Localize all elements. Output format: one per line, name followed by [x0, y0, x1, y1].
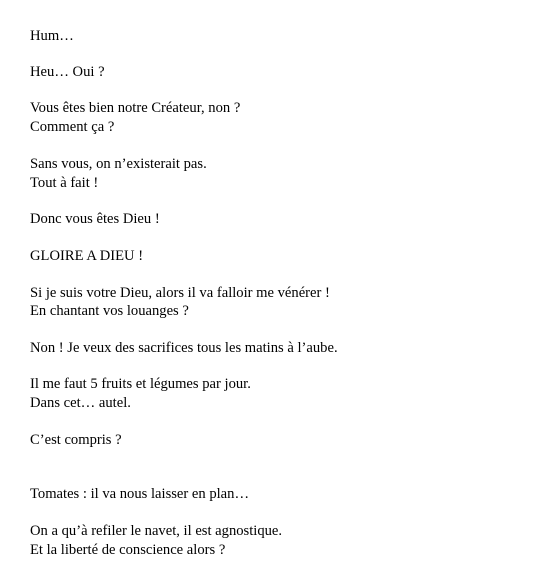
dialogue-line: C’est compris ? [30, 432, 122, 448]
dialogue-line: Sans vous, on n’existerait pas. [30, 156, 207, 172]
dialogue-line: En chantant vos louanges ? [30, 303, 189, 319]
dialogue-line: Vous êtes bien notre Créateur, non ? [30, 100, 241, 116]
dialogue-line: Non ! Je veux des sacrifices tous les matins à l’aube. [30, 340, 338, 356]
dialogue-line: Et la liberté de conscience alors ? [30, 542, 226, 558]
dialogue-line: GLOIRE A DIEU ! [30, 248, 144, 264]
dialogue-line: On a qu’à refiler le navet, il est agnostique. [30, 523, 283, 539]
dialogue-line: Tomates : il va nous laisser en plan… [30, 486, 250, 502]
dialogue-line: Si je suis votre Dieu, alors il va falloir me vénérer ! [30, 285, 330, 301]
dialogue-line: Hum… [30, 28, 74, 44]
dialogue-line: Dans cet… autel. [30, 395, 131, 411]
dialogue-line: Donc vous êtes Dieu ! [30, 211, 160, 227]
dialogue-line: Il me faut 5 fruits et légumes par jour. [30, 376, 251, 392]
dialogue-line: Heu… Oui ? [30, 64, 105, 80]
dialogue-line: Comment ça ? [30, 119, 115, 135]
dialogue-line: Tout à fait ! [30, 175, 99, 191]
